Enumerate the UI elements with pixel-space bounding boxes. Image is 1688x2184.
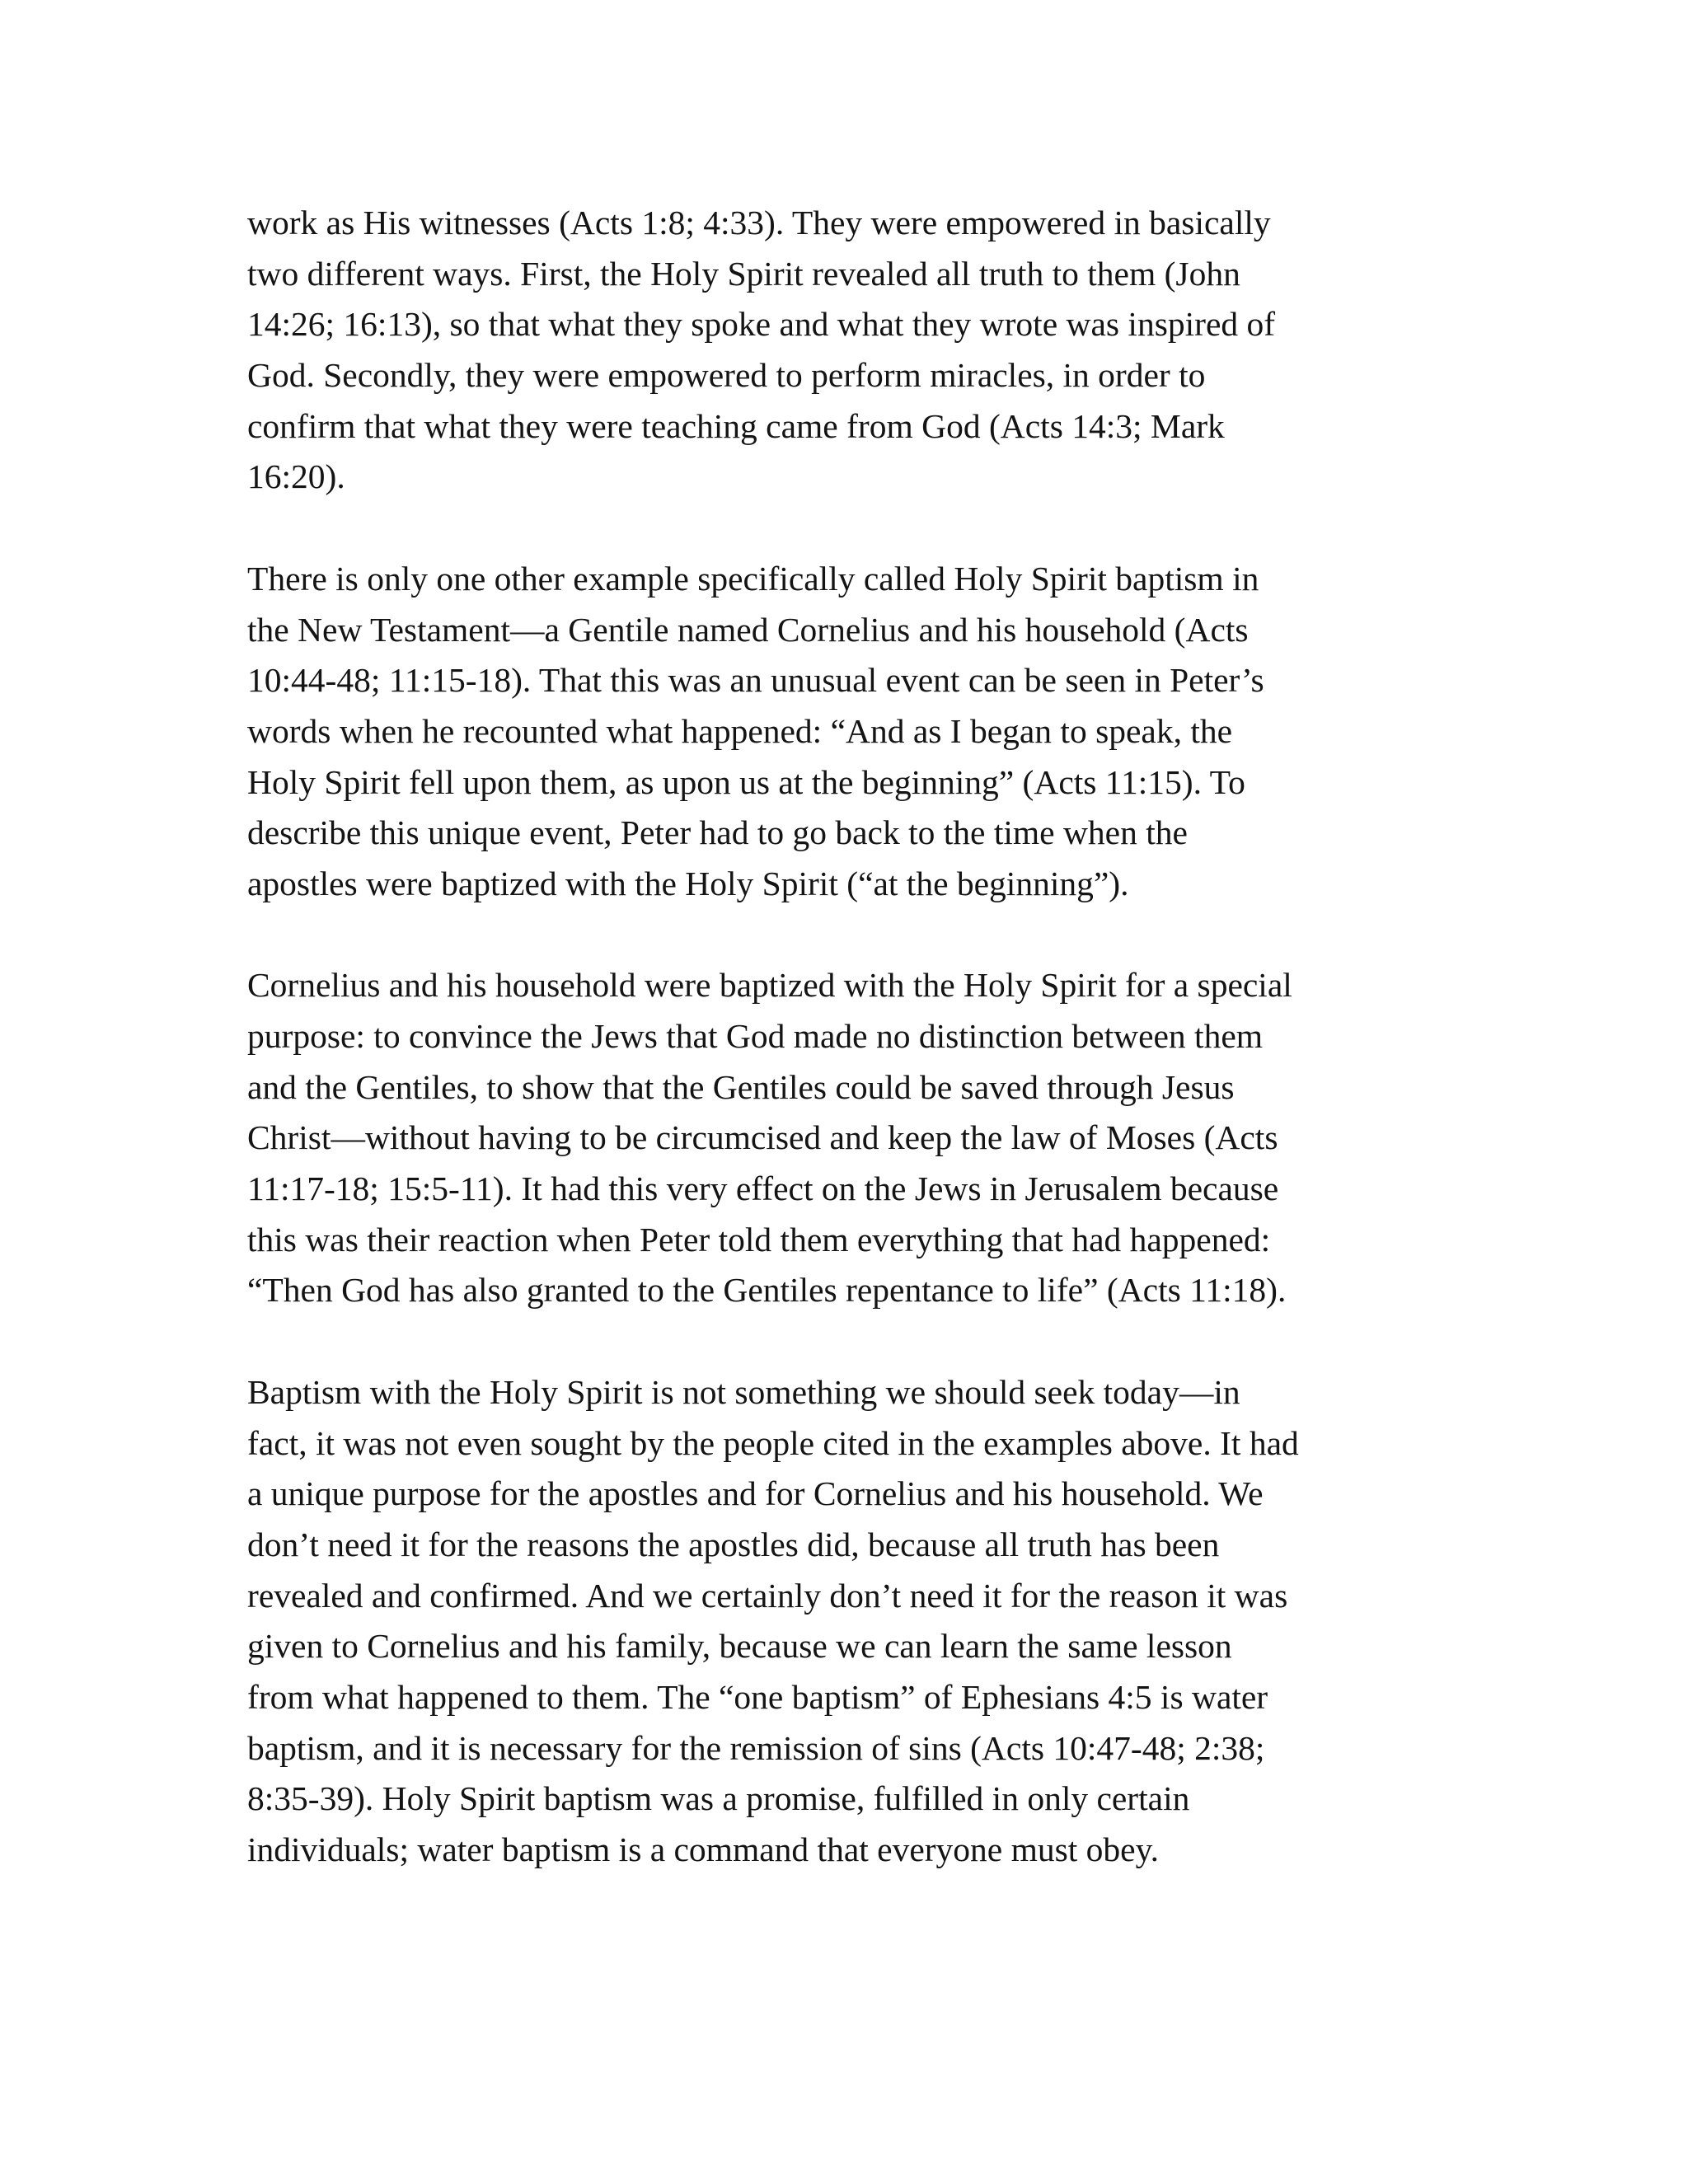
text-line: Baptism with the Holy Spirit is not something we should seek today—in: [247, 1372, 1240, 1411]
text-line: from what happened to them. The “one baptism” of Ephesians 4:5 is water: [247, 1677, 1268, 1716]
text-line: two different ways. First, the Holy Spirit revealed all truth to them (John: [247, 254, 1240, 293]
text-line: don’t need it for the reasons the apostles did, because all truth has been: [247, 1525, 1220, 1563]
text-line: given to Cornelius and his family, because we can learn the same lesson: [247, 1627, 1232, 1666]
text-line: 8:35-39). Holy Spirit baptism was a promise, fulfilled in only certain: [247, 1779, 1190, 1818]
text-line: 11:17-18; 15:5-11). It had this very effect on the Jews in Jerusalem because: [247, 1169, 1279, 1208]
text-line: revealed and confirmed. And we certainly don’t need it for the reason it was: [247, 1576, 1288, 1615]
paragraph-3: [247, 960, 1451, 1316]
text-line: work as His witnesses (Acts 1:8; 4:33). They were empowered in basically: [247, 204, 1271, 241]
text-line: purpose: to convince the Jews that God made no distinction between them: [247, 1017, 1264, 1055]
text-line: Holy Spirit fell upon them, as upon us at the beginning” (Acts 11:15). To: [247, 762, 1245, 801]
paragraph-spacer: [247, 910, 1451, 961]
paragraph-spacer: [247, 503, 1451, 554]
text-line: “Then God has also granted to the Gentiles repentance to life” (Acts 11:18).: [247, 1271, 1287, 1310]
text-line: 16:20).: [247, 457, 345, 496]
text-line: Christ—without having to be circumcised and keep the law of Moses (Acts: [247, 1118, 1278, 1157]
text-line: a unique purpose for the apostles and for Cornelius and his household. We: [247, 1474, 1264, 1513]
text-line: 14:26; 16:13), so that what they spoke and what they wrote was inspired of: [247, 305, 1276, 344]
text-line: God. Secondly, they were empowered to perform miracles, in order to: [247, 356, 1206, 395]
paragraph-4: [247, 1367, 1451, 1876]
text-line: apostles were baptized with the Holy Spirit (“at the beginning”).: [247, 864, 1129, 902]
page-body: [247, 198, 1451, 1876]
text-line: describe this unique event, Peter had to go back to the time when the: [247, 813, 1188, 852]
text-line: confirm that what they were teaching came from God (Acts 14:3; Mark: [247, 406, 1225, 445]
text-line: and the Gentiles, to show that the Gentiles could be saved through Jesus: [247, 1067, 1235, 1106]
text-line: individuals; water baptism is a command that everyone must obey.: [247, 1830, 1160, 1868]
text-line: 10:44-48; 11:15-18). That this was an unusual event can be seen in Peter’s: [247, 661, 1264, 700]
text-line: fact, it was not even sought by the people cited in the examples above. It had: [247, 1423, 1299, 1462]
text-line: There is only one other example specifically called Holy Spirit baptism in: [247, 559, 1259, 598]
paragraph-spacer: [247, 1316, 1451, 1367]
paragraph-2: [247, 554, 1451, 910]
text-line: baptism, and it is necessary for the remission of sins (Acts 10:47-48; 2:38;: [247, 1728, 1265, 1767]
paragraph-1: [247, 198, 1451, 503]
text-line: words when he recounted what happened: “And as I began to speak, the: [247, 711, 1233, 750]
text-line: this was their reaction when Peter told them everything that had happened:: [247, 1220, 1271, 1258]
text-line: the New Testament—a Gentile named Cornelius and his household (Acts: [247, 610, 1249, 649]
text-line: Cornelius and his household were baptized with the Holy Spirit for a special: [247, 966, 1292, 1005]
